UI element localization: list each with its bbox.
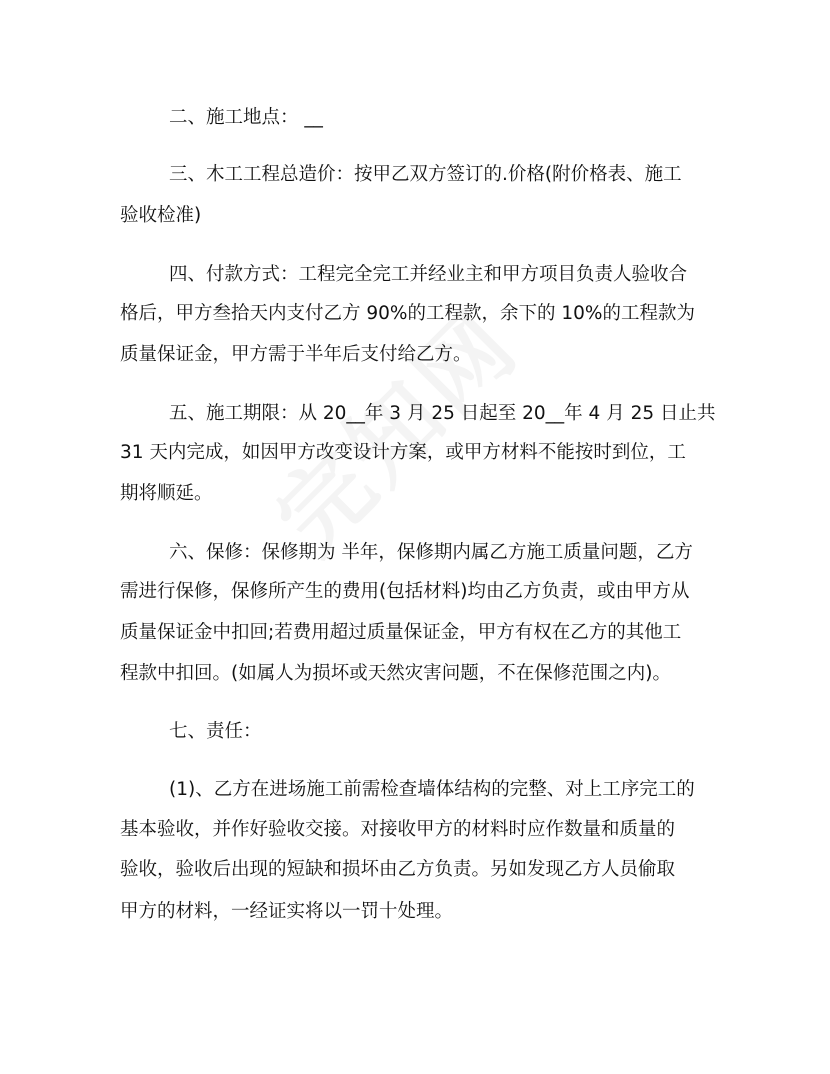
paragraph-period-line-2: 31 天内完成，如因甲方改变设计方案，或甲方材料不能按时到位，工 [120, 442, 686, 463]
paragraph-responsibility-heading: 七、责任： [169, 721, 262, 742]
paragraph-location-line-1: 二、施工地点： __ [169, 107, 323, 128]
paragraph-payment-line-2: 格后，甲方叁拾天内支付乙方 90%的工程款，余下的 10%的工程款为 [120, 303, 696, 324]
paragraph-payment-line-3: 质量保证金，甲方需于半年后支付给乙方。 [120, 344, 472, 365]
paragraph-responsibility-1-line-2: 基本验收，并作好验收交接。对接收甲方的材料时应作数量和质量的 [120, 819, 676, 840]
paragraph-warranty-line-2: 需进行保修，保修所产生的费用(包括材料)均由乙方负责，或由甲方从 [120, 581, 690, 602]
paragraph-responsibility-1-line-3: 验收，验收后出现的短缺和损坏由乙方负责。另如发现乙方人员偷取 [120, 859, 676, 880]
paragraph-warranty-line-4: 程款中扣回。(如属人为损坏或天然灾害问题，不在保修范围之内)。 [120, 663, 671, 684]
paragraph-price-line-2: 验收检准) [120, 205, 202, 226]
paragraph-payment-line-1: 四、付款方式：工程完全完工并经业主和甲方项目负责人验收合 [169, 264, 688, 285]
paragraph-price-line-1: 三、木工工程总造价：按甲乙双方签订的.价格(附价格表、施工 [169, 164, 682, 185]
paragraph-period-line-3: 期将顺延。 [120, 483, 213, 504]
paragraph-period-line-1: 五、施工期限：从 20__年 3 月 25 日起至 20__年 4 月 25 日止共 [169, 403, 716, 424]
paragraph-responsibility-1-line-4: 甲方的材料，一经证实将以一罚十处理。 [120, 901, 454, 922]
paragraph-warranty-line-1: 六、保修：保修期为 半年，保修期内属乙方施工质量问题，乙方 [169, 542, 693, 563]
paragraph-responsibility-1-line-1: (1)、乙方在进场施工前需检查墙体结构的完整、对上工序完工的 [169, 779, 695, 800]
paragraph-warranty-line-3: 质量保证金中扣回;若费用超过质量保证金，甲方有权在乙方的其他工 [120, 622, 682, 643]
